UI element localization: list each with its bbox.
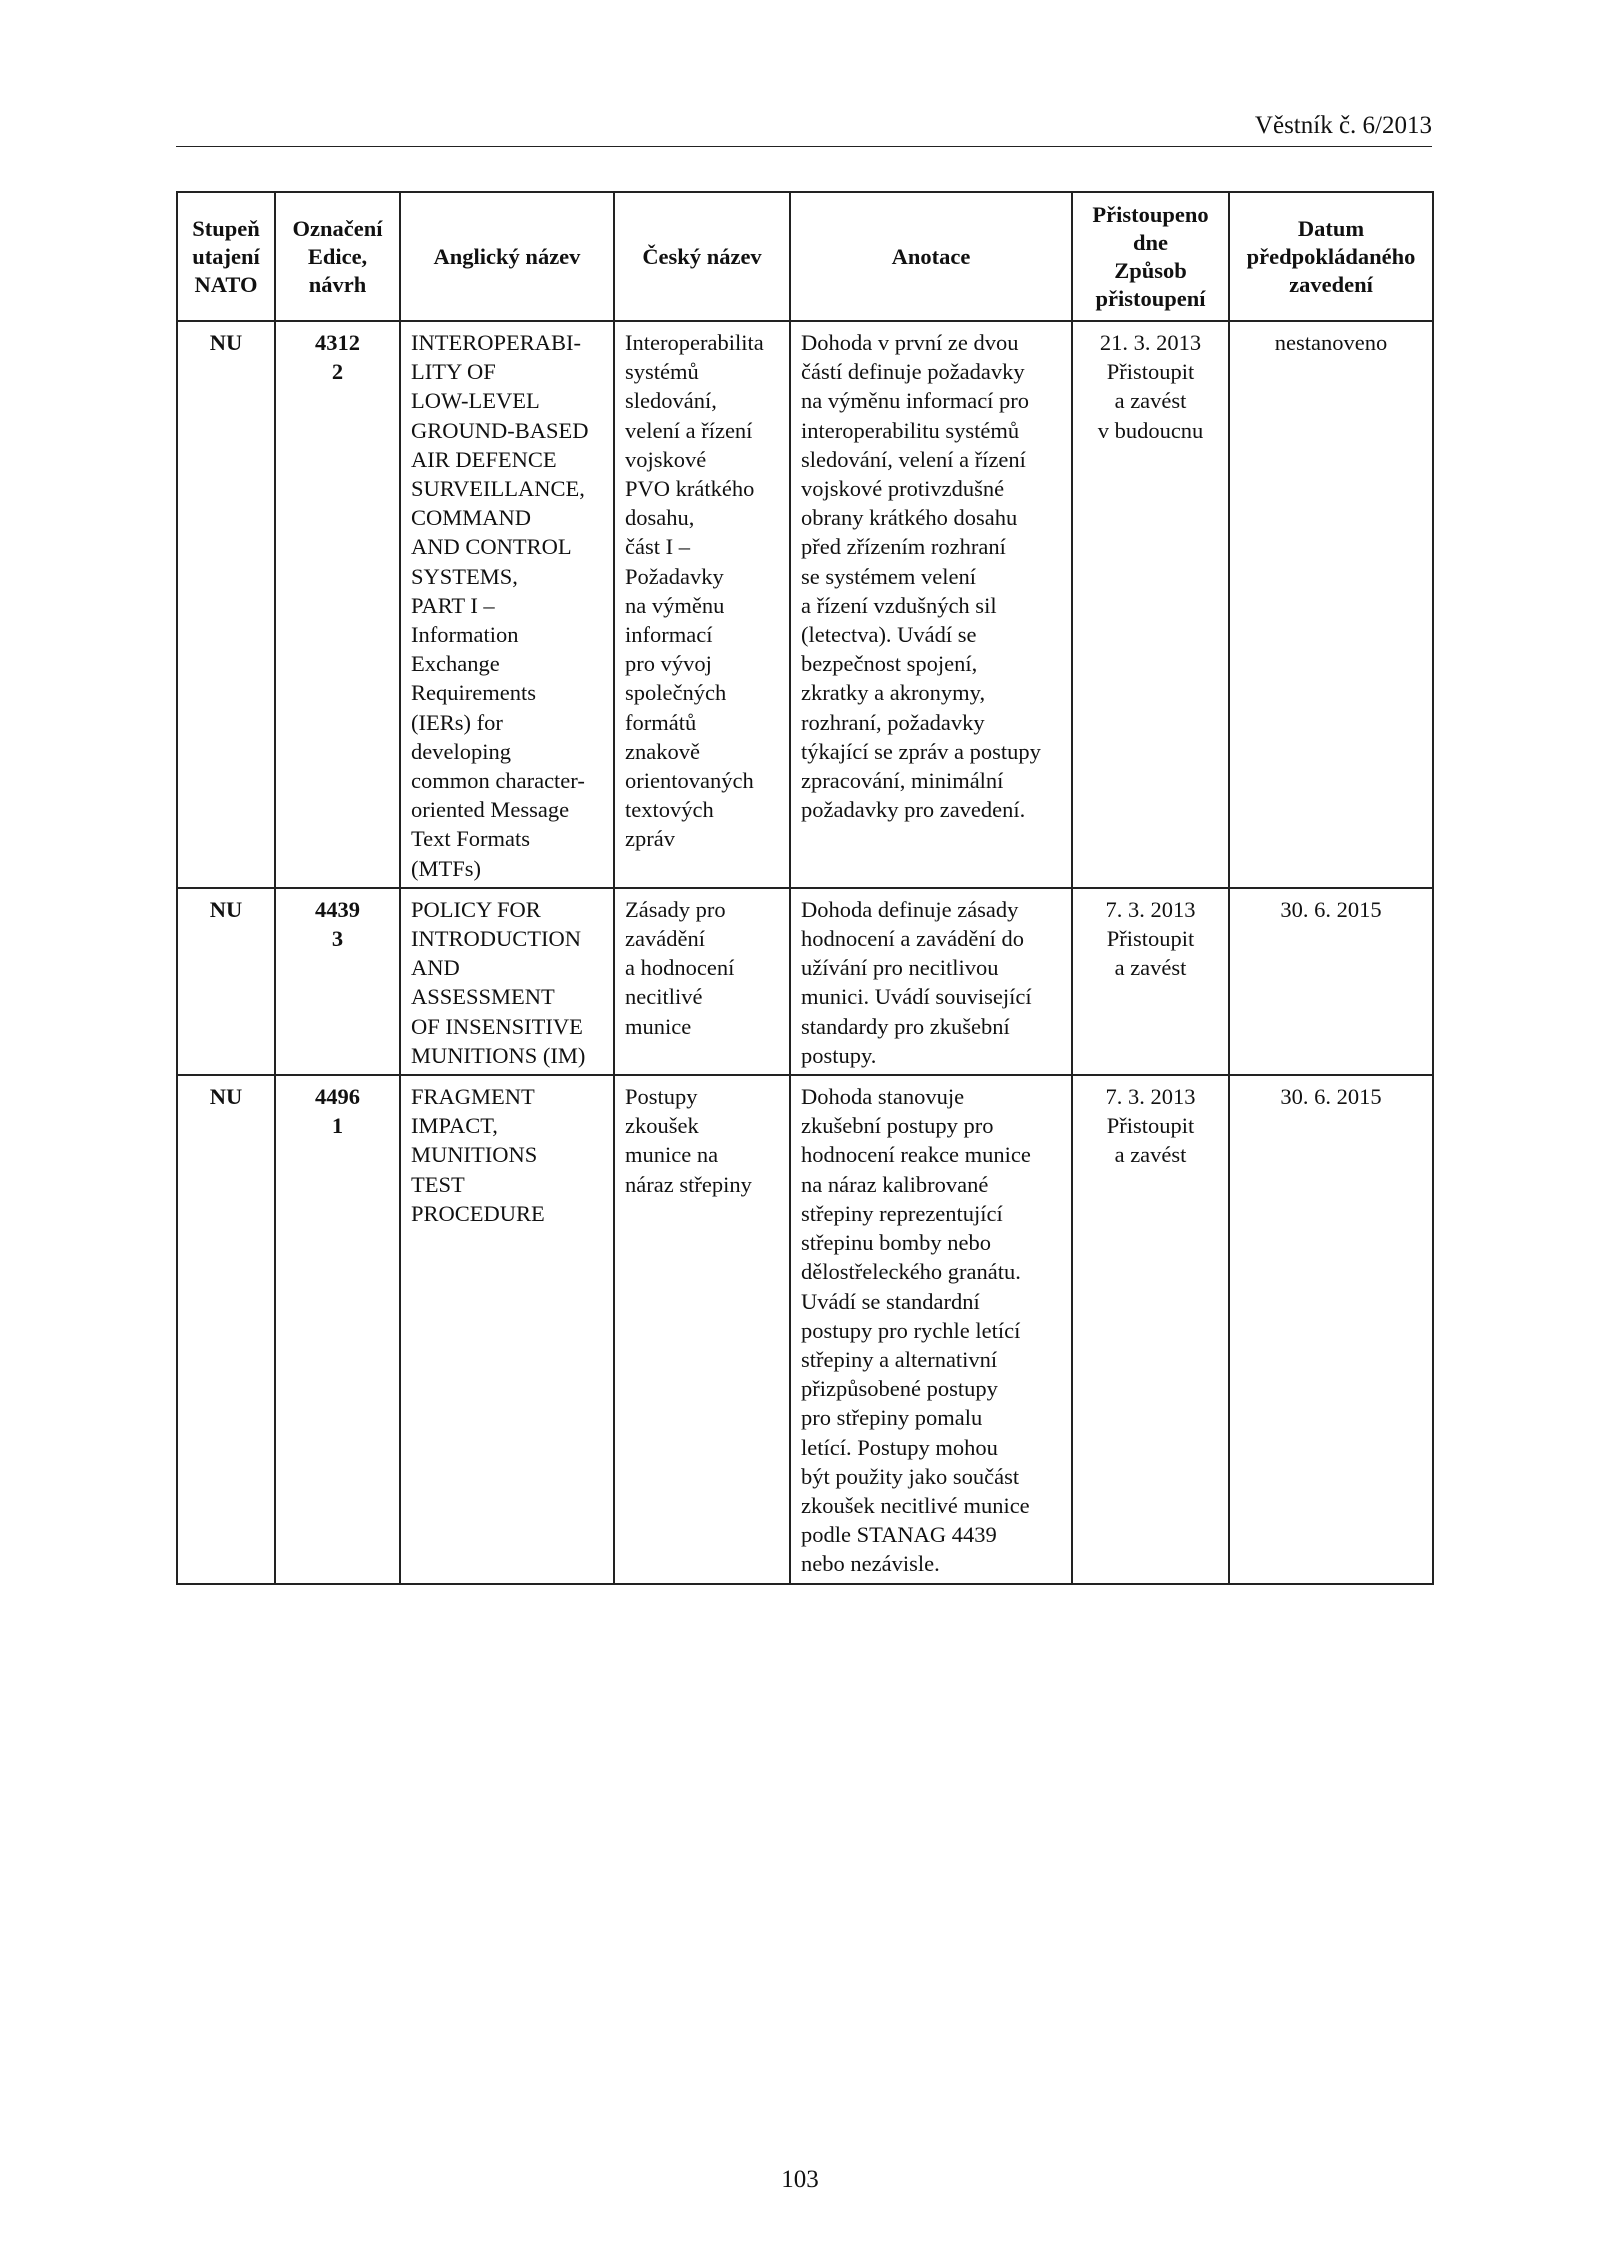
cell-designation <box>275 888 400 1075</box>
header-row <box>177 192 1433 321</box>
cell-line: TEST <box>411 1171 465 1197</box>
cell-line: 30. 6. 2015 <box>1280 896 1382 922</box>
cell-line: Postupy <box>625 1084 698 1110</box>
cell-line: a zavést <box>1114 955 1187 981</box>
header-line: utajení <box>192 243 260 269</box>
stanag-table <box>176 191 1434 1585</box>
cell-line: střepiny a alternativní <box>801 1346 998 1372</box>
cell-line: PART I – <box>411 592 495 618</box>
cell-annotation <box>790 1075 1072 1583</box>
cell-line: informací <box>625 622 713 648</box>
journal-header: Věstník č. 6/2013 <box>1254 112 1432 139</box>
header-czech-title <box>614 192 790 321</box>
cell-line: IMPACT, <box>411 1113 498 1139</box>
cell-line: NU <box>209 1084 243 1110</box>
cell-line: SURVEILLANCE, <box>411 476 585 502</box>
cell-line: AIR DEFENCE <box>411 446 557 472</box>
header-line: zavedení <box>1289 271 1373 297</box>
cell-implementation-date <box>1229 888 1433 1075</box>
cell-line: zavádění <box>625 926 705 952</box>
cell-line: Text Formats <box>411 826 531 852</box>
cell-line: část I – <box>625 534 690 560</box>
header-classification <box>177 192 275 321</box>
header-line: Způsob <box>1114 257 1187 283</box>
cell-line: zkoušek necitlivé munice <box>801 1492 1030 1518</box>
header-line: Edice, <box>307 243 368 269</box>
cell-line: zkratky a akronymy, <box>801 680 986 706</box>
cell-line: a zavést <box>1114 1142 1187 1168</box>
header-implementation-date <box>1229 192 1433 321</box>
cell-line: PROCEDURE <box>411 1200 545 1226</box>
cell-line: nebo nezávisle. <box>801 1551 940 1577</box>
cell-line: rozhraní, požadavky <box>801 709 985 735</box>
cell-line: střepiny reprezentující <box>801 1200 1003 1226</box>
cell-designation <box>275 1075 400 1583</box>
cell-line: 1 <box>331 1113 344 1139</box>
cell-line: systémů <box>625 359 699 385</box>
cell-line: developing <box>411 738 511 764</box>
header-line: Český název <box>642 243 762 269</box>
header-line: Přistoupeno <box>1092 201 1209 227</box>
cell-line: Requirements <box>411 680 536 706</box>
cell-line: INTEROPERABI- <box>411 330 581 355</box>
cell-line: částí definuje požadavky <box>801 359 1025 385</box>
header-line: Anotace <box>891 243 971 269</box>
header-accession <box>1072 192 1229 321</box>
cell-line: a hodnocení <box>625 955 735 981</box>
cell-line: SYSTEMS, <box>411 563 518 589</box>
cell-czech-title <box>614 888 790 1075</box>
cell-accession <box>1072 321 1229 888</box>
cell-line: 7. 3. 2013 <box>1105 896 1196 922</box>
cell-line: Přistoupit <box>1106 926 1195 952</box>
cell-line: být použity jako součást <box>801 1463 1020 1489</box>
header-designation <box>275 192 400 321</box>
cell-line: postupy. <box>801 1042 877 1068</box>
cell-classification <box>177 1075 275 1583</box>
cell-classification <box>177 888 275 1075</box>
cell-line: se systémem velení <box>801 563 976 589</box>
cell-designation <box>275 321 400 888</box>
header-line: přistoupení <box>1095 285 1206 311</box>
cell-line: nestanoveno <box>1274 330 1388 355</box>
cell-english-title <box>400 888 614 1075</box>
cell-line: sledování, velení a řízení <box>801 446 1026 472</box>
cell-line: užívání pro necitlivou <box>801 955 999 981</box>
cell-line: Přistoupit <box>1106 359 1195 385</box>
cell-line: střepinu bomby nebo <box>801 1230 991 1256</box>
cell-line: Uvádí se standardní <box>801 1288 980 1314</box>
cell-line: a zavést <box>1114 388 1187 414</box>
cell-implementation-date <box>1229 321 1433 888</box>
cell-line: 21. 3. 2013 <box>1099 330 1202 355</box>
cell-line: bezpečnost spojení, <box>801 651 978 677</box>
header-line: návrh <box>308 271 367 297</box>
header-line: Anglický název <box>433 243 581 269</box>
cell-line: přizpůsobené postupy <box>801 1376 998 1402</box>
cell-line: (letectva). Uvádí se <box>801 622 977 648</box>
cell-line: AND CONTROL <box>411 534 572 560</box>
table-row <box>177 321 1433 888</box>
cell-line: požadavky pro zavedení. <box>801 797 1026 823</box>
cell-line: GROUND-BASED <box>411 417 589 443</box>
cell-line: FRAGMENT <box>411 1084 535 1110</box>
cell-line: vojskové <box>625 446 707 472</box>
cell-accession <box>1072 1075 1229 1583</box>
cell-line: formátů <box>625 709 697 735</box>
header-line: NATO <box>194 271 258 297</box>
cell-line: na náraz kalibrované <box>801 1171 989 1197</box>
cell-line: standardy pro zkušební <box>801 1013 1010 1039</box>
cell-implementation-date <box>1229 1075 1433 1583</box>
table-body <box>177 321 1433 1584</box>
cell-line: hodnocení a zavádění do <box>801 926 1025 952</box>
cell-line: zpracování, minimální <box>801 768 1004 794</box>
table-row <box>177 888 1433 1075</box>
cell-line: obrany krátkého dosahu <box>801 505 1018 531</box>
cell-line: orientovaných <box>625 768 754 794</box>
cell-line: LOW-LEVEL <box>411 388 540 414</box>
cell-line: dělostřeleckého granátu. <box>801 1259 1021 1285</box>
cell-line: pro střepiny pomalu <box>801 1405 983 1431</box>
cell-line: sledování, <box>625 388 717 414</box>
cell-line: LITY OF <box>411 359 496 385</box>
cell-line: AND <box>411 955 460 981</box>
header-line: Datum <box>1297 215 1365 241</box>
cell-line: Dohoda definuje zásady <box>801 896 1019 922</box>
cell-line: a řízení vzdušných sil <box>801 592 997 618</box>
page-number: 103 <box>781 2166 819 2193</box>
cell-line: v budoucnu <box>1097 417 1204 443</box>
cell-line: znakově <box>625 738 700 764</box>
cell-line: vojskové protivzdušné <box>801 476 1005 502</box>
cell-accession <box>1072 888 1229 1075</box>
cell-line: Požadavky <box>625 563 724 589</box>
cell-line: letící. Postupy mohou <box>801 1434 998 1460</box>
cell-czech-title <box>614 321 790 888</box>
cell-line: NU <box>209 896 243 922</box>
cell-english-title <box>400 1075 614 1583</box>
cell-line: MUNITIONS (IM) <box>411 1042 586 1068</box>
cell-annotation <box>790 321 1072 888</box>
cell-line: (MTFs) <box>411 855 482 881</box>
header-line: Stupeň <box>192 215 260 241</box>
cell-line: na výměnu informací pro <box>801 388 1030 414</box>
cell-line: OF INSENSITIVE <box>411 1013 583 1039</box>
cell-line: PVO krátkého <box>625 476 755 502</box>
cell-line: 4496 <box>315 1084 360 1110</box>
cell-line: COMMAND <box>411 505 532 531</box>
cell-line: ASSESSMENT <box>411 984 555 1010</box>
cell-line: munice <box>625 1013 692 1039</box>
header-line: Označení <box>292 215 383 241</box>
cell-line: necitlivé <box>625 984 703 1010</box>
cell-annotation <box>790 888 1072 1075</box>
table-row <box>177 1075 1433 1583</box>
cell-line: podle STANAG 4439 <box>801 1522 997 1548</box>
cell-line: NU <box>209 330 243 355</box>
cell-czech-title <box>614 1075 790 1583</box>
cell-english-title <box>400 321 614 888</box>
cell-line: zpráv <box>625 826 675 852</box>
cell-line: INTRODUCTION <box>411 926 581 952</box>
cell-line: common character- <box>411 768 585 794</box>
cell-line: zkoušek <box>625 1113 699 1139</box>
cell-line: interoperabilitu systémů <box>801 417 1020 443</box>
cell-line: týkající se zpráv a postupy <box>801 738 1041 764</box>
cell-line: Přistoupit <box>1106 1113 1195 1139</box>
cell-line: na výměnu <box>625 592 725 618</box>
cell-line: Interoperabilita <box>625 330 764 355</box>
header-annotation <box>790 192 1072 321</box>
cell-line: Exchange <box>411 651 500 677</box>
cell-line: 7. 3. 2013 <box>1105 1084 1196 1110</box>
header-line: dne <box>1132 229 1168 255</box>
cell-line: dosahu, <box>625 505 695 531</box>
cell-line: 4439 <box>315 896 360 922</box>
header-rule <box>176 146 1432 147</box>
cell-line: pro vývoj <box>625 651 712 677</box>
cell-line: společných <box>625 680 727 706</box>
cell-line: 4312 <box>315 330 360 355</box>
cell-line: náraz střepiny <box>625 1171 752 1197</box>
cell-line: před zřízením rozhraní <box>801 534 1006 560</box>
cell-line: Zásady pro <box>625 896 726 922</box>
cell-line: 2 <box>331 359 344 385</box>
cell-line: Information <box>411 622 519 648</box>
cell-line: 3 <box>331 926 344 952</box>
header-english-title <box>400 192 614 321</box>
cell-line: velení a řízení <box>625 417 753 443</box>
cell-line: MUNITIONS <box>411 1142 538 1168</box>
cell-line: zkušební postupy pro <box>801 1113 994 1139</box>
cell-line: munice na <box>625 1142 719 1168</box>
cell-line: 30. 6. 2015 <box>1280 1084 1382 1110</box>
cell-line: (IERs) for <box>411 709 503 735</box>
cell-classification <box>177 321 275 888</box>
cell-line: munici. Uvádí související <box>801 984 1032 1010</box>
cell-line: oriented Message <box>411 797 570 823</box>
cell-line: Dohoda v první ze dvou <box>801 330 1019 355</box>
cell-line: POLICY FOR <box>411 896 541 922</box>
cell-line: postupy pro rychle letící <box>801 1317 1021 1343</box>
cell-line: hodnocení reakce munice <box>801 1142 1031 1168</box>
cell-line: Dohoda stanovuje <box>801 1084 965 1110</box>
cell-line: textových <box>625 797 714 823</box>
header-line: předpokládaného <box>1246 243 1416 269</box>
